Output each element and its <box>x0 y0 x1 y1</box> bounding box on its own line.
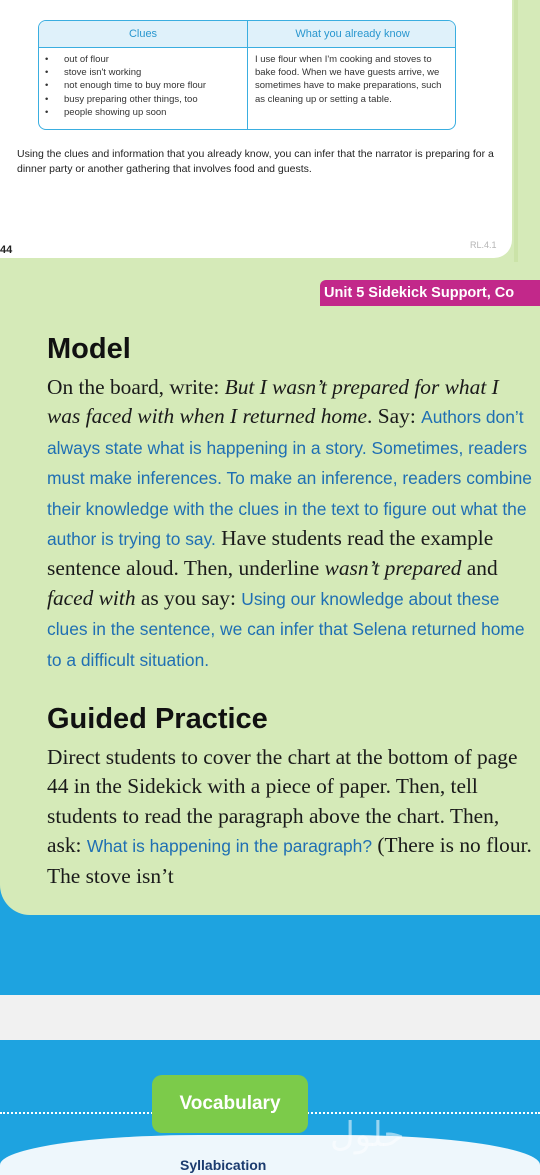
syllabication-heading: Syllabication <box>180 1157 267 1173</box>
text: On the board, write: <box>47 375 225 399</box>
clue-item: • stove isn't working <box>45 66 243 79</box>
chart-divider <box>247 21 248 129</box>
model-paragraph <box>47 373 535 675</box>
page-edge <box>514 0 518 262</box>
header-clues: Clues <box>128 28 158 40</box>
text: Direct students to cover the chart at the bottom of page 44 in the Sidekick with a piece of paper. Then, tell students to read the paragraph above the chart. Then, ask: <box>47 745 518 858</box>
page-number: 44 <box>0 244 13 256</box>
text: (There is no flour. The stove isn’t <box>47 833 532 888</box>
clue-item: • out of flour <box>45 53 243 66</box>
emphasis: faced with <box>47 585 136 610</box>
clue-item: • busy preparing other things, too <box>45 93 243 106</box>
quote: But I wasn’t prepared for what I was faced with when I returned home <box>47 375 499 429</box>
guided-practice-heading: Guided Practice <box>47 703 268 735</box>
what-you-know-text: I use flour when I'm cooking and stoves to bake food. When we have guests arrive, we sometimes have to make preparations, such as cleaning up or setting a table. <box>255 54 442 105</box>
text: . Say: <box>367 404 422 429</box>
text: as you say: <box>135 585 242 610</box>
model-heading: Model <box>47 333 131 365</box>
text: and <box>461 556 498 581</box>
bottom-pale-section <box>0 1135 540 1175</box>
say-text: Authors don’t always state what is happening in a story. Sometimes, readers must make inferences. To make an inference, readers combine their knowledge with the clues in the text to figure out what the author is trying to say. <box>47 407 532 550</box>
emphasis: wasn’t prepared <box>324 556 462 581</box>
header-what-you-know: What you already know <box>295 28 410 40</box>
text: Have students read the example sentence aloud. Then, underline <box>47 526 494 581</box>
clues-list <box>45 53 243 119</box>
standard-code: RL.4.1 <box>470 240 497 250</box>
unit-tab <box>320 280 540 306</box>
gray-band <box>0 995 540 1040</box>
ask-text: What is happening in the paragraph? <box>86 836 373 857</box>
vocabulary-label: Vocabulary <box>179 1093 281 1114</box>
inference-text: Using the clues and information that you already know, you can infer that the narrator is preparing for a dinner party or another gathering that involves food and guests. <box>17 148 494 175</box>
clues-chart <box>38 20 456 130</box>
unit-tab-label: Unit 5 Sidekick Support, Co <box>324 285 515 301</box>
clue-item: • not enough time to buy more flour <box>45 79 243 92</box>
vocabulary-button[interactable] <box>152 1075 308 1133</box>
guided-practice-paragraph <box>47 743 535 891</box>
watermark-logo: حلول <box>330 1115 405 1155</box>
clue-item: • people showing up soon <box>45 106 243 119</box>
say-text: Using our knowledge about these clues in the sentence, we can infer that Selena returned home to a difficult situation. <box>47 588 525 670</box>
